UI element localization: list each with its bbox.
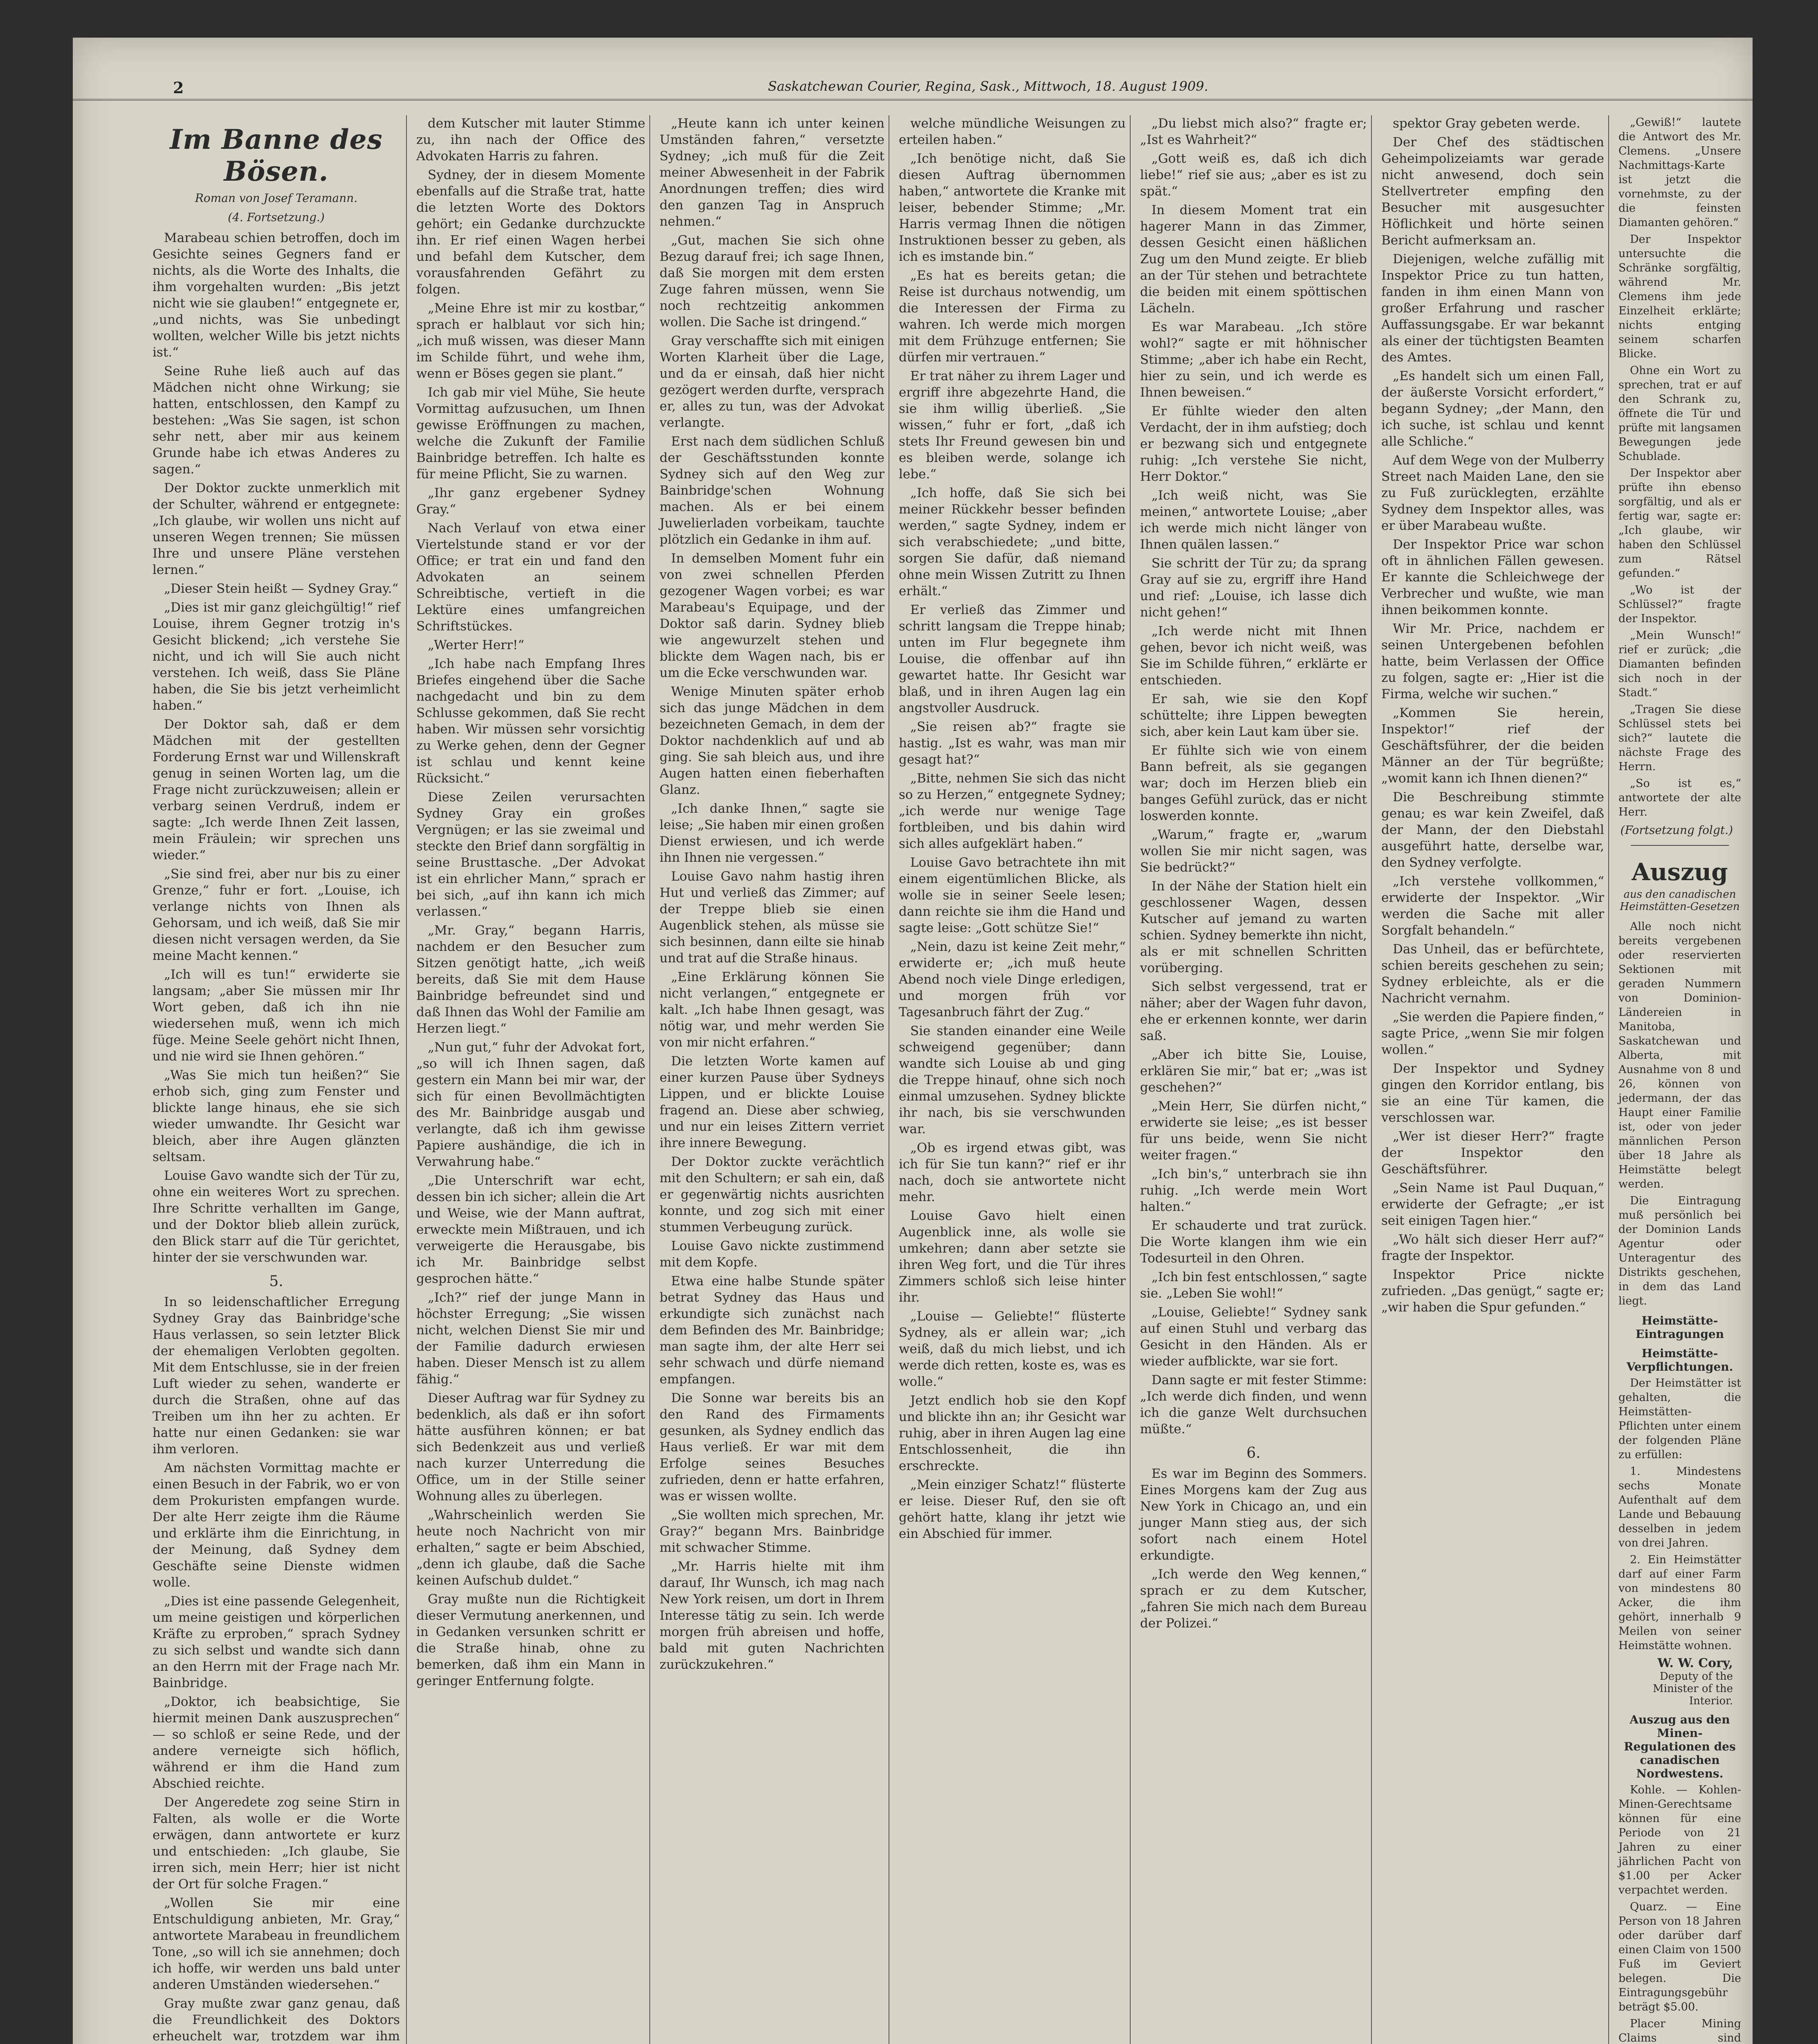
paragraph: Sich selbst vergessend, trat er näher; aber der Wagen fuhr davon, ehe er erkennen konnte, wer darin saß.: [1140, 979, 1367, 1043]
paragraph: „Wer ist dieser Herr?“ fragte der Inspektor den Geschäftsführer.: [1381, 1129, 1604, 1177]
paragraph: Ohne ein Wort zu sprechen, trat er auf den Schrank zu, öffnete die Tür und prüfte mit langsamen Bewegungen jede Schublade.: [1618, 364, 1741, 463]
paragraph: „Nun gut,“ fuhr der Advokat fort, „so will ich Ihnen sagen, daß gestern ein Mann bei mir war, der sich für einen Bevollmächtigten des Mr. Bainbridge ausgab und verlangte, daß ich ihm gewisse Papiere aushändige, die ich in Verwahrung habe.“: [416, 1040, 645, 1169]
paragraph: Die Beschreibung stimmte genau; es war kein Zweifel, daß der Mann, der den Diebstahl ausgeführt hatte, derselbe war, den Sydney verfolgte.: [1381, 790, 1604, 870]
paragraph: „Gott weiß es, daß ich dich liebe!“ rief sie aus; „aber es ist zu spät.“: [1140, 151, 1367, 199]
auszug-title: Auszug: [1632, 858, 1728, 886]
paragraph: Der Inspektor aber prüfte ihn ebenso sorgfältig, und als er fertig war, sagte er: „Ich glaube, wir haben den Schlüssel zum Rätsel gefunden.“: [1618, 467, 1741, 580]
paragraph: Der Inspektor untersuchte die Schränke sorgfältig, während Mr. Clemens ihm jede Einzelheit erklärte; nichts entging seinem scharfen Blicke.: [1618, 233, 1741, 360]
paragraph: Gray mußte zwar ganz genau, daß die Freundlichkeit des Doktors erheuchelt war, trotzdem war ihm: [153, 1996, 400, 2044]
section-number: 5.: [269, 1273, 283, 1290]
signature-line: „Ihr ganz ergebener Sydney Gray.“: [416, 486, 645, 517]
story-subtitle: Roman von Josef Teramann.: [195, 191, 358, 205]
paragraph: „Dieser Stein heißt — Sydney Gray.“: [164, 581, 399, 596]
paragraph: Quarz. — Eine Person von 18 Jahren oder darüber darf einen Claim von 1500 Fuß im Geviert belegen. Die Eintragungsgebühr beträgt $5.00.: [1618, 1901, 1741, 2013]
column-4: [895, 115, 1130, 2044]
continued-note: (Fortsetzung folgt.): [1620, 823, 1733, 837]
paragraph: Marabeau schien betroffen, doch im Gesichte seines Gegners fand er nichts, als die Worte des Inhalts, die ihm vorgehalten wurden: „Bis jetzt nicht wie sie glauben!“ entgegnete er, „und nichts, was Sie unbedingt wollten, welcher Wille bis jetzt nichts ist.“: [153, 231, 400, 360]
paragraph: Es war Marabeau. „Ich störe wohl?“ sagte er mit höhnischer Stimme; „aber ich habe ein Recht, hier zu sein, und ich werde es Ihnen beweisen.“: [1140, 320, 1367, 400]
paragraph: 2. Ein Heimstätter darf auf einer Farm von mindestens 80 Acker, die ihm gehört, innerhalb 9 Meilen von seiner Heimstätte wohnen.: [1618, 1553, 1741, 1652]
paragraph: Es war im Beginn des Sommers. Eines Morgens kam der Zug aus New York in Chicago an, und ein junger Mann stieg aus, der sich sofort nach einem Hotel erkundigte.: [1140, 1466, 1367, 1563]
paragraph: „Louise, Geliebte!“ Sydney sank auf einen Stuhl und verbarg das Gesicht in den Händen. Als er wieder aufblickte, war sie fort.: [1140, 1305, 1367, 1369]
column-divider: [1371, 115, 1372, 2044]
paragraph: Sie schritt der Tür zu; da sprang Gray auf sie zu, ergriff ihre Hand und rief: „Louise, ich lasse dich nicht gehen!“: [1140, 556, 1367, 620]
column-5: [1136, 115, 1371, 2044]
paragraph: „Ich weiß nicht, was Sie meinen,“ antwortete Louise; „aber ich werde mich nicht länger von Ihnen quälen lassen.“: [1140, 488, 1367, 552]
paragraph: „Ich will es tun!“ erwiderte sie langsam; „aber Sie müssen mir Ihr Wort geben, daß ich ihn nie wiedersehen muß, wenn ich mich füge. Meine Seele gehört nicht Ihnen, und nie wird sie Ihnen gehören.“: [153, 967, 400, 1064]
paragraph: Er trat näher zu ihrem Lager und ergriff ihre abgezehrte Hand, die sie ihm willig überließ. „Sie wissen,“ fuhr er fort, „daß ich stets Ihr Freund gewesen bin und es bleiben werde, solange ich lebe.“: [899, 369, 1126, 482]
paragraph: „Mr. Harris hielte mit ihm darauf, Ihr Wunsch, ich mag nach New York reisen, um dort in Ihrem Interesse tätig zu sein. Ich werde morgen früh abreisen und hoffe, bald mit guten Nachrichten zurückzukehren.“: [660, 1559, 884, 1672]
paragraph: Wir Mr. Price, nachdem er seinen Untergebenen befohlen hatte, beim Verlassen der Office zu folgen, sagte er: „Hier ist die Firma, welche wir suchen.“: [1381, 621, 1604, 702]
paragraph: „Ich bin's,“ unterbrach sie ihn ruhig. „Ich werde mein Wort halten.“: [1140, 1167, 1367, 1214]
paragraph: „Ich hoffe, daß Sie sich bei meiner Rückkehr besser befinden werden,“ sagte Sydney, indem er sich verabschiedete; „und bitte, sorgen Sie dafür, daß niemand ohne mein Wissen Zutritt zu Ihnen erhält.“: [899, 486, 1126, 598]
story-continuation: (4. Fortsetzung.): [228, 211, 325, 224]
paragraph: Diejenigen, welche zufällig mit Inspektor Price zu tun hatten, fanden in ihm einen Mann von großer Erfahrung und rascher Auffassungsgabe. Er war bekannt als einer der tüchtigsten Beamten des Amtes.: [1381, 252, 1604, 365]
column-6: [1377, 115, 1608, 2044]
paragraph: „Gut, machen Sie sich ohne Bezug darauf frei; ich sage Ihnen, daß Sie morgen mit dem ersten Zuge fahren müssen, wenn Sie noch rechtzeitig ankommen wollen. Die Sache ist dringend.“: [660, 233, 884, 329]
paragraph: „Sie werden die Papiere finden,“ sagte Price, „wenn Sie mir folgen wollen.“: [1381, 1010, 1604, 1057]
paragraph: Ich gab mir viel Mühe, Sie heute Vormittag aufzusuchen, um Ihnen gewisse Eröffnungen zu machen, welche die Zukunft der Familie Bainbridge betreffen. Ich halte es für meine Pflicht, Sie zu warnen.: [416, 385, 645, 482]
paragraph: Diese Zeilen verursachten Sydney Gray ein großes Vergnügen; er las sie zweimal und steckte den Brief dann sorgfältig in seine Brusttasche. „Der Advokat ist ein ehrlicher Mann,“ sprach er bei sich, „auf ihn kann ich mich verlassen.“: [416, 790, 645, 919]
auszug-subtitle: aus den canadischen Heimstätten-Gesetzen: [1620, 888, 1740, 913]
paragraph: „Wollen Sie mir eine Entschuldigung anbieten, Mr. Gray,“ antwortete Marabeau in freundlichem Tone, „so will ich sie annehmen; doch ich hoffe, wir werden uns bald unter anderen Umständen wiedersehen.“: [153, 1896, 400, 1992]
paragraph: „Warum,“ fragte er, „warum wollen Sie mir nicht sagen, was Sie bedrückt?“: [1140, 827, 1367, 875]
paragraph: Louise Gavo nahm hastig ihren Hut und verließ das Zimmer; auf der Treppe blieb sie einen Augenblick stehen, als müsse sie sich besinnen, dann eilte sie hinab und trat auf die Straße hinaus.: [660, 869, 884, 966]
masthead-title: Saskatchewan Courier, Regina, Sask., Mittwoch, 18. August 1909.: [768, 78, 1208, 94]
paragraph: Der Chef des städtischen Geheimpolizeiamts war gerade nicht anwesend, doch sein Stellvertreter empfing den Besucher mit ausgesuchter Höflichkeit und hörte seinen Bericht aufmerksam an.: [1381, 135, 1604, 248]
paragraph: Der Doktor zuckte verächtlich mit den Schultern; er sah ein, daß er gegenwärtig nichts ausrichten konnte, und zog sich mit einer stummen Verbeugung zurück.: [660, 1154, 884, 1235]
section-number: 6.: [1246, 1445, 1261, 1461]
paragraph: In so leidenschaftlicher Erregung Sydney Gray das Bainbridge'sche Haus verlassen, so sein letzter Blick der ehemaligen Verlobten gegolten. Mit dem Entschlusse, sie in der freien Luft wieder zu sehen, wanderte er durch die Straßen, ohne auf das Treiben um ihn her zu achten. Er hatte nur einen Gedanken: sie war ihm verloren.: [153, 1295, 400, 1457]
paragraph: „Ich?“ rief der junge Mann in höchster Erregung; „Sie wissen nicht, welchen Dienst Sie mir und der Familie dadurch erwiesen haben. Dieser Mensch ist zu allem fähig.“: [416, 1290, 645, 1387]
paragraph: „Louise — Geliebte!“ flüsterte Sydney, als er allein war; „ich weiß, daß du mich liebst, und ich werde dich retten, koste es, was es wolle.“: [899, 1309, 1126, 1389]
paragraph: Wenige Minuten später erhob sich das junge Mädchen in dem bezeichneten Gemach, in dem der Doktor nachdenklich auf und ab ging. Sie sah bleich aus, und ihre Augen hatten einen fieberhaften Glanz.: [660, 684, 884, 797]
paragraph: Der Doktor sah, daß er dem Mädchen mit der gestellten Forderung Ernst war und Willenskraft genug in seinen Worten lag, um die Frage nicht zurückzuweisen; allein er verbarg seinen Verdruß, indem er sagte: „Ich werde Ihnen Zeit lassen, mein Fräulein; wir sprechen uns wieder.“: [153, 717, 400, 863]
paragraph: spektor Gray gebeten werde.: [1393, 116, 1580, 131]
paragraph: Jetzt endlich hob sie den Kopf und blickte ihn an; ihr Gesicht war ruhig, aber in ihren Augen lag eine Entschlossenheit, die ihn erschreckte.: [899, 1393, 1126, 1473]
paragraph: „Werter Herr!“: [428, 638, 525, 652]
column-divider: [1130, 115, 1131, 2044]
page-number: 2: [173, 78, 184, 97]
paragraph: Gray mußte nun die Richtigkeit dieser Vermutung anerkennen, und in Gedanken versunken schritt er die Straße hinab, ohne zu bemerken, daß ihm ein Mann in geringer Entfernung folgte.: [416, 1592, 645, 1688]
paragraph: „Aber ich bitte Sie, Louise, erklären Sie mir,“ bat er; „was ist geschehen?“: [1140, 1047, 1367, 1095]
paragraph: „Dies ist eine passende Gelegenheit, um meine geistigen und körperlichen Kräfte zu erproben,“ sprach Sydney zu sich selbst und wandte sich dann an den Herrn mit der Frage nach Mr. Bainbridge.: [153, 1594, 400, 1690]
paragraph: Alle noch nicht bereits vergebenen oder reservierten Sektionen mit geraden Nummern von Dominion-Ländereien in Manitoba, Saskatchewan und Alberta, mit Ausnahme von 8 und 26, können von jedermann, der das Haupt einer Familie ist, oder von jeder männlichen Person über 18 Jahre als Heimstätte belegt werden.: [1618, 920, 1741, 1190]
paragraph: Sie standen einander eine Weile schweigend gegenüber; dann wandte sich Louise ab und ging die Treppe hinauf, ohne sich noch einmal umzusehen. Sydney blickte ihr nach, bis sie verschwunden war.: [899, 1024, 1126, 1136]
paragraph: Er sah, wie sie den Kopf schüttelte; ihre Lippen bewegten sich, aber kein Laut kam über sie.: [1140, 692, 1367, 739]
paragraph: 1. Mindestens sechs Monate Aufenthalt auf dem Lande und Bebauung desselben in jedem von drei Jahren.: [1618, 1465, 1741, 1549]
paragraph: „Sie wollten mich sprechen, Mr. Gray?“ begann Mrs. Bainbridge mit schwacher Stimme.: [660, 1508, 884, 1555]
paragraph: In der Nähe der Station hielt ein geschlossener Wagen, dessen Kutscher auf jemand zu warten schien. Sydney bemerkte ihn nicht, als er mit schnellen Schritten vorüberging.: [1140, 879, 1367, 975]
paragraph: Er verließ das Zimmer und schritt langsam die Treppe hinab; unten im Flur begegnete ihm Louise, die offenbar auf ihn gewartet hatte. Ihr Gesicht war blaß, und in ihren Augen lag ein angstvoller Ausdruck.: [899, 603, 1126, 715]
paragraph: „Dies ist mir ganz gleichgültig!“ rief Louise, ihrem Gegner trotzig in's Gesicht blickend; „ich verstehe Sie nicht, und ich will Sie auch nicht verstehen. Ich weiß, dass Sie Pläne haben, die Sie bis jetzt verheimlicht haben.“: [153, 600, 400, 713]
paragraph: Der Inspektor und Sydney gingen den Korridor entlang, bis sie an eine Tür kamen, die verschlossen war.: [1381, 1061, 1604, 1125]
paragraph: Erst nach dem südlichen Schluß der Geschäftsstunden konnte Sydney sich auf den Weg zur Bainbridge'schen Wohnung machen. Als er bei einem Juwelierladen vorbeikam, tauchte plötzlich ein Gedanke in ihm auf.: [660, 434, 884, 547]
paragraph: „Ich danke Ihnen,“ sagte sie leise; „Sie haben mir einen großen Dienst erwiesen, und ich werde ihn Ihnen nie vergessen.“: [660, 801, 884, 865]
paragraph: Auf dem Wege von der Mulberry Street nach Maiden Lane, den sie zu Fuß zurücklegten, erzählte Sydney dem Inspektor alles, was er über Marabeau wußte.: [1381, 453, 1604, 533]
paragraph: „Ich bin fest entschlossen,“ sagte sie. „Leben Sie wohl!“: [1140, 1270, 1367, 1301]
paragraph: „Ob es irgend etwas gibt, was ich für Sie tun kann?“ rief er ihr nach, doch sie antwortete nicht mehr.: [899, 1141, 1126, 1204]
paragraph: „Du liebst mich also?“ fragte er; „Ist es Wahrheit?“: [1140, 116, 1367, 147]
paragraph: Louise Gavo betrachtete ihn mit einem eigentümlichen Blicke, als wolle sie in seiner Seele lesen; dann reichte sie ihm die Hand und sagte leise: „Gott schütze Sie!“: [899, 855, 1126, 935]
paragraph: Nach Verlauf von etwa einer Viertelstunde stand er vor der Office; er trat ein und fand den Advokaten an seinem Schreibtische, vertieft in die Lektüre eines umfangreichen Schriftstückes.: [416, 521, 645, 634]
paragraph: Seine Ruhe ließ auch auf das Mädchen nicht ohne Wirkung; sie hatten, entschlossen, den Kampf zu bestehen: „Was Sie sagen, ist schon sehr nett, aber mir aus keinem Grunde habe ich etwas Anderes zu sagen.“: [153, 364, 400, 477]
paragraph: „Es hat es bereits getan; die Reise ist durchaus notwendig, um die Interessen der Firma zu wahren. Ich werde mich morgen mit dem Frühzuge entfernen; Sie dürfen mir vertrauen.“: [899, 268, 1126, 365]
paragraph: Louise Gavo wandte sich der Tür zu, ohne ein weiteres Wort zu sprechen. Ihre Schritte verhallten im Gange, und der Doktor blieb allein zurück, den Blick starr auf die Tür gerichtet, hinter der sie verschwunden war.: [153, 1168, 400, 1265]
paragraph: In diesem Moment trat ein hagerer Mann in das Zimmer, dessen Gesicht einen häßlichen Zug um den Mund zeigte. Er blieb an der Tür stehen und betrachtete die beiden mit einem spöttischen Lächeln.: [1140, 203, 1367, 316]
subheading-eintragungen: Heimstätte-Eintragungen: [1635, 1314, 1724, 1341]
subheading-minen: Auszug aus den Minen-Regulationen des canadischen Nordwestens.: [1624, 1713, 1736, 1780]
column-1: [148, 115, 404, 2044]
paragraph: Der Angeredete zog seine Stirn in Falten, als wolle er die Worte erwägen, dann antwortete er kurz und entschieden: „Ich glaube, Sie irren sich, mein Herr; hier ist nicht der Ort für solche Fragen.“: [153, 1795, 400, 1892]
column-7: [1614, 115, 1745, 2044]
paragraph: „Mein Herr, Sie dürfen nicht,“ erwiderte sie leise; „es ist besser für uns beide, wenn Sie nicht weiter fragen.“: [1140, 1099, 1367, 1163]
paragraph: „Mein Wunsch!“ rief er zurück; „die Diamanten befinden sich noch in der Stadt.“: [1618, 629, 1741, 699]
paragraph: „Ich verstehe vollkommen,“ erwiderte der Inspektor. „Wir werden die Sache mit aller Sorgfalt behandeln.“: [1381, 874, 1604, 938]
divider: [1631, 845, 1729, 846]
paragraph: Er fühlte wieder den alten Verdacht, der in ihm aufstieg; doch er bezwang sich und entgegnete ruhig: „Ich verstehe Sie nicht, Herr Doktor.“: [1140, 404, 1367, 484]
paragraph: Louise Gavo hielt einen Augenblick inne, als wolle sie umkehren; dann aber setzte sie ihren Weg fort, und die Tür ihres Zimmers schloß sich leise hinter ihr.: [899, 1208, 1126, 1305]
paragraph: „Sie reisen ab?“ fragte sie hastig. „Ist es wahr, was man mir gesagt hat?“: [899, 719, 1126, 767]
paragraph: Gray verschaffte sich mit einigen Worten Klarheit über die Lage, und da er einsah, daß hier nicht gezögert werden durfte, versprach er, alles zu tun, was der Advokat verlangte.: [660, 334, 884, 430]
paragraph: „Sein Name ist Paul Duquan,“ erwiderte der Gefragte; „er ist seit einigen Tagen hier.“: [1381, 1181, 1604, 1228]
paragraph: „Nein, dazu ist keine Zeit mehr,“ erwiderte er; „ich muß heute Abend noch viele Dinge erledigen, und morgen früh vor Tagesanbruch fährt der Zug.“: [899, 939, 1126, 1020]
paragraph: Dieser Auftrag war für Sydney zu bedenklich, als daß er ihn sofort hätte ausführen können; er bat sich Bedenkzeit aus und verließ nach kurzer Unterredung die Office, um in der Stille seiner Wohnung alles zu überlegen.: [416, 1391, 645, 1504]
paragraph: „Sie sind frei, aber nur bis zu einer Grenze,“ fuhr er fort. „Louise, ich verlange nichts von Ihnen als Gehorsam, und ich weiß, daß Sie mir diesen nicht versagen werden, da Sie meine Macht kennen.“: [153, 867, 400, 963]
paragraph: „Was Sie mich tun heißen?“ Sie erhob sich, ging zum Fenster und blickte lange hinaus, ehe sie sich wieder umwandte. Ihr Gesicht war bleich, aber ihre Augen glänzten seltsam.: [153, 1068, 400, 1164]
paragraph: „Es handelt sich um einen Fall, der äußerste Vorsicht erfordert,“ begann Sydney; „der Mann, den ich suche, ist schlau und kennt alle Schliche.“: [1381, 369, 1604, 449]
column-3: [655, 115, 889, 2044]
paragraph: „Wo hält sich dieser Herr auf?“ fragte der Inspektor.: [1381, 1232, 1604, 1263]
signature-title: Deputy of the Minister of the Interior.: [1653, 1670, 1733, 1707]
paragraph: „Ich benötige nicht, daß Sie diesen Auftrag übernommen haben,“ antwortete die Kranke mit leiser, bebender Stimme; „Mr. Harris vermag Ihnen die nötigen Instruktionen besser zu geben, als ich es imstande bin.“: [899, 151, 1126, 264]
paragraph: „Mein einziger Schatz!“ flüsterte er leise. Dieser Ruf, den sie oft gehört hatte, klang ihr jetzt wie ein Abschied für immer.: [899, 1477, 1126, 1541]
paragraph: Am nächsten Vormittag machte er einen Besuch in der Fabrik, wo er von dem Prokuristen empfangen wurde. Der alte Herr zeigte ihm die Räume und erklärte ihm die Einrichtung, in der Meinung, daß Sydney dem Geschäfte seine Dienste widmen wolle.: [153, 1461, 400, 1590]
paragraph: „Wo ist der Schlüssel?“ fragte der Inspektor.: [1618, 584, 1741, 625]
paragraph: Das Unheil, das er befürchtete, schien bereits geschehen zu sein; Sydney erbleichte, als er die Nachricht vernahm.: [1381, 942, 1604, 1006]
paragraph: Kohle. — Kohlen-Minen-Gerechtsame können für eine Periode von 21 Jahren zu einer jährlichen Pacht von $1.00 per Acker verpachtet werden.: [1618, 1784, 1741, 1896]
paragraph: Er fühlte sich wie von einem Bann befreit, als sie gegangen war; doch im Herzen blieb ein banges Gefühl zurück, das er nicht loswerden konnte.: [1140, 743, 1367, 823]
subheading-verpflichtungen: Heimstätte-Verpflichtungen.: [1626, 1347, 1733, 1374]
paragraph: welche mündliche Weisungen zu erteilen haben.“: [899, 116, 1126, 147]
paragraph: Die Eintragung muß persönlich bei der Dominion Lands Agentur oder Unteragentur des Distrikts geschehen, in dem das Land liegt.: [1618, 1195, 1741, 1307]
paragraph: Dann sagte er mit fester Stimme: „Ich werde dich finden, und wenn ich die ganze Welt durchsuchen müßte.“: [1140, 1373, 1367, 1437]
newspaper-page: [73, 38, 1753, 2044]
masthead: [73, 38, 1753, 101]
paragraph: Placer Mining Claims sind: [1618, 2017, 1741, 2044]
paragraph: „Mr. Gray,“ begann Harris, nachdem er den Besucher zum Sitzen genötigt hatte, „ich weiß bereits, daß Sie mit dem Hause Bainbridge befreundet sind und daß Ihnen das Wohl der Familie am Herzen liegt.“: [416, 923, 645, 1036]
paragraph: Inspektor Price nickte zufrieden. „Das genügt,“ sagte er; „wir haben die Spur gefunden.“: [1381, 1267, 1604, 1315]
column-divider: [1608, 115, 1609, 2044]
paragraph: „Wahrscheinlich werden Sie heute noch Nachricht von mir erhalten,“ sagte er beim Abschied, „denn ich glaube, daß die Sache keinen Aufschub duldet.“: [416, 1508, 645, 1588]
paragraph: Die Sonne war bereits bis an den Rand des Firmaments gesunken, als Sydney endlich das Haus verließ. Er war mit dem Erfolge seines Besuches zufrieden, denn er hatte erfahren, was er wissen wollte.: [660, 1391, 884, 1504]
paragraph: Er schauderte und trat zurück. Die Worte klangen ihm wie ein Todesurteil in den Ohren.: [1140, 1218, 1367, 1266]
paragraph: Der Inspektor Price war schon oft in ähnlichen Fällen gewesen. Er kannte die Schleichwege der Verbrecher und wußte, wie man ihnen beikommen konnte.: [1381, 537, 1604, 617]
signature: W. W. Cory,: [1657, 1656, 1733, 1670]
paragraph: „Ich habe nach Empfang Ihres Briefes eingehend über die Sache nachgedacht und bin zu dem Schlusse gekommen, daß Sie recht haben. Wir müssen sehr vorsichtig zu Werke gehen, denn der Gegner ist schlau und kennt keine Rücksicht.“: [416, 657, 645, 786]
column-divider: [649, 115, 650, 2044]
paragraph: Die letzten Worte kamen auf einer kurzen Pause über Sydneys Lippen, und er blickte Louise fragend an. Diese aber schwieg, und nur ein leises Zittern verriet ihre innere Bewegung.: [660, 1054, 884, 1150]
paragraph: In demselben Moment fuhr ein von zwei schnellen Pferden gezogener Wagen vorbei; es war Marabeau's Equipage, und der Doktor saß darin. Sydney blieb wie angewurzelt stehen und blickte dem Wagen nach, bis er um die Ecke verschwunden war.: [660, 551, 884, 680]
paragraph: „Ich werde den Weg kennen,“ sprach er zu dem Kutscher, „fahren Sie mich nach dem Bureau der Polizei.“: [1140, 1567, 1367, 1631]
paragraph: Louise Gavo nickte zustimmend mit dem Kopfe.: [660, 1239, 884, 1270]
paragraph: „Eine Erklärung können Sie nicht verlangen,“ entgegnete er kalt. „Ich habe Ihnen gesagt, was nötig war, und mehr werden Sie von mir nicht erfahren.“: [660, 970, 884, 1050]
paragraph: Der Doktor zuckte unmerklich mit der Schulter, während er entgegnete: „Ich glaube, wir wollen uns nicht auf unseren Wegen trennen; Sie müssen Ihre und unsere Pläne verstehen lernen.“: [153, 481, 400, 577]
paragraph: „Heute kann ich unter keinen Umständen fahren,“ versetzte Sydney; „ich muß für die Zeit meiner Abwesenheit in der Fabrik Anordnungen treffen; dies wird den ganzen Tag in Anspruch nehmen.“: [660, 116, 884, 229]
paragraph: „So ist es,“ antwortete der alte Herr.: [1618, 777, 1741, 818]
paragraph: „Ich werde nicht mit Ihnen gehen, bevor ich nicht weiß, was Sie im Schilde führen,“ erklärte er entschieden.: [1140, 624, 1367, 688]
paragraph: dem Kutscher mit lauter Stimme zu, ihn nach der Office des Advokaten Harris zu fahren.: [416, 116, 645, 164]
paragraph: „Doktor, ich beabsichtige, Sie hiermit meinen Dank auszusprechen“ — so schloß er seine Rede, und der andere verneigte sich höflich, während er ihm die Hand zum Abschied reichte.: [153, 1694, 400, 1791]
paragraph: „Tragen Sie diese Schlüssel stets bei sich?“ lautete die nächste Frage des Herrn.: [1618, 703, 1741, 773]
paragraph: „Bitte, nehmen Sie sich das nicht so zu Herzen,“ entgegnete Sydney; „ich werde nur wenige Tage fortbleiben, und bis dahin wird sich alles aufgeklärt haben.“: [899, 771, 1126, 851]
paragraph: „Kommen Sie herein, Inspektor!“ rief der Geschäftsführer, der die beiden Männer an der Tür begrüßte; „womit kann ich Ihnen dienen?“: [1381, 706, 1604, 786]
column-divider: [406, 115, 407, 2044]
paragraph: „Gewiß!“ lautete die Antwort des Mr. Clemens. „Unsere Nachmittags-Karte ist jetzt die vornehmste, zu der die feinsten Diamanten gehören.“: [1618, 116, 1741, 229]
paragraph: „Meine Ehre ist mir zu kostbar,“ sprach er halblaut vor sich hin; „ich muß wissen, was dieser Mann im Schilde führt, und wehe ihm, wenn er Böses gegen sie plant.“: [416, 301, 645, 381]
paragraph: Sydney, der in diesem Momente ebenfalls auf die Straße trat, hatte die letzten Worte des Doktors gehört; ein Gedanke durchzuckte ihn. Er rief einen Wagen herbei und befahl dem Kutscher, dem vorausfahrenden Gefährt zu folgen.: [416, 168, 645, 297]
paragraph: Der Heimstätter ist gehalten, die Heimstätten-Pflichten unter einem der folgenden Pläne zu erfüllen:: [1618, 1377, 1741, 1461]
paragraph: „Die Unterschrift war echt, dessen bin ich sicher; allein die Art und Weise, wie der Mann auftrat, erweckte mein Mißtrauen, und ich verweigerte die Herausgabe, bis ich Mr. Bainbridge selbst gesprochen hätte.“: [416, 1173, 645, 1286]
column-2: [412, 115, 649, 2044]
story-title: Im Banne des Bösen.: [170, 123, 383, 187]
paragraph: Etwa eine halbe Stunde später betrat Sydney das Haus und erkundigte sich zunächst nach dem Befinden des Mr. Bainbridge; man sagte ihm, der alte Herr sei sehr schwach und dürfe niemand empfangen.: [660, 1274, 884, 1387]
